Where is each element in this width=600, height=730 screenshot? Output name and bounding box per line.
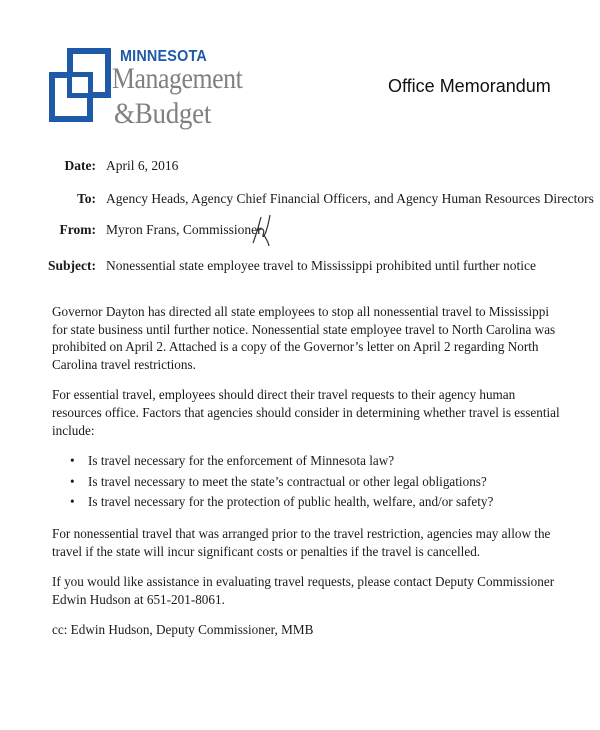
- bullet-icon: •: [70, 473, 75, 489]
- paragraph-essential-travel: For essential travel, employees should direct their travel requests to their agency human resources office. Factors that agencies should consider in determining whether travel is essential include:: [52, 387, 560, 438]
- factors-list: [52, 452, 562, 511]
- header-date-row: [0, 158, 600, 178]
- list-item-text: Is travel necessary for the protection of public health, welfare, and/or safety?: [88, 494, 494, 510]
- list-item: [70, 473, 562, 491]
- signature-initials-icon: [250, 213, 272, 247]
- to-value: Agency Heads, Agency Chief Financial Officers, and Agency Human Resources Directors: [106, 191, 594, 206]
- from-value: Myron Frans, Commissioner: [106, 222, 262, 237]
- cc-line: cc: Edwin Hudson, Deputy Commissioner, MMB: [52, 622, 314, 638]
- paragraph-nonessential: For nonessential travel that was arranged prior to the travel restriction, agencies may allow the travel if the state will incur significant costs or penalties if the travel is cancelled.: [52, 525, 551, 559]
- subject-label: Subject:: [48, 258, 96, 273]
- logo-line-minnesota: MINNESOTA: [120, 48, 207, 65]
- logo-line-management: Management: [112, 62, 243, 95]
- to-label: To:: [76, 191, 96, 206]
- bullet-icon: •: [70, 494, 75, 510]
- bullet-icon: •: [70, 453, 75, 469]
- header-subject-row: [0, 258, 600, 278]
- subject-value: Nonessential state employee travel to Mississippi prohibited until further notice: [106, 258, 537, 273]
- memo-body: [52, 303, 562, 652]
- paragraph-contact: If you would like assistance in evaluating travel requests, please contact Deputy Commissioner Edwin Hudson at 651-201-8061.: [52, 574, 555, 607]
- paragraph-directive: Governor Dayton has directed all state employees to stop all nonessential travel to Mississippi for state business until further notice. Nonessential state employee travel to North Carolina was prohibited on April 2. Attached is a copy of the Governor’s letter on April 2 regarding North Carolina travel restrictions.: [52, 304, 556, 372]
- header-from-row: [0, 222, 600, 242]
- mmb-logo: [48, 42, 248, 137]
- from-label: From:: [59, 222, 96, 237]
- mmb-logo-mark-icon: [48, 47, 118, 127]
- list-item-text: Is travel necessary to meet the state’s contractual or other legal obligations?: [88, 473, 487, 489]
- memo-title: Office Memorandum: [388, 76, 551, 96]
- list-item-text: Is travel necessary for the enforcement of Minnesota law?: [88, 453, 395, 469]
- list-item: [70, 452, 562, 470]
- date-label: Date:: [64, 158, 96, 173]
- header-to-row: [0, 191, 600, 211]
- list-item: [70, 493, 562, 511]
- logo-line-budget: &Budget: [114, 97, 212, 130]
- date-value: April 6, 2016: [106, 158, 179, 173]
